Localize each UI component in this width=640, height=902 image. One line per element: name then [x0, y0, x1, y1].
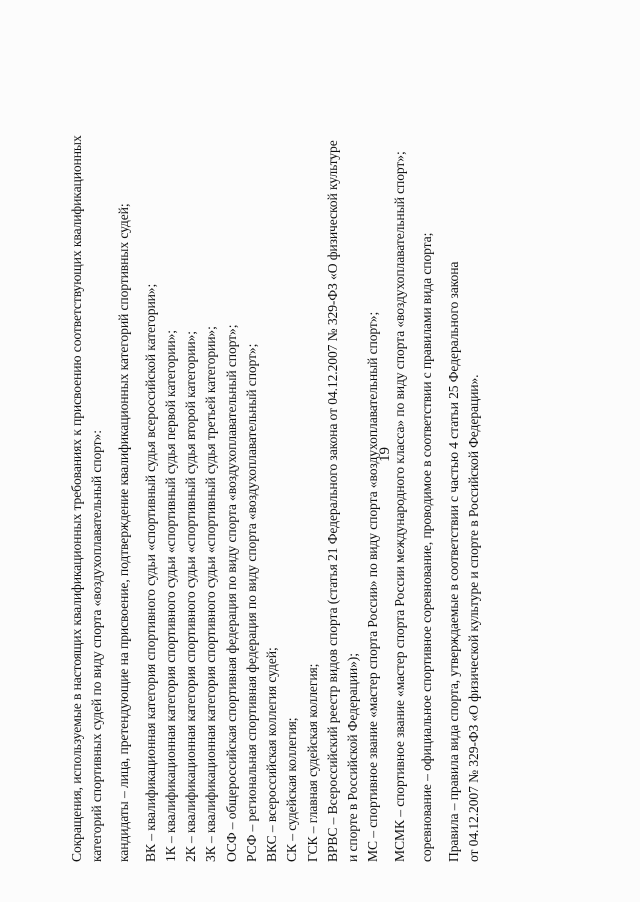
- text-line: и спорте в Российской Федерации»);: [345, 653, 360, 862]
- text-line: РСФ – региональная спортивная федерация по виду спорта «воздухоплавательный спорт»;: [244, 343, 259, 862]
- text-line: 1К – квалификационная категория спортивного судьи «спортивный судья первой категории»;: [163, 330, 178, 862]
- rotated-content: [66, 42, 481, 862]
- text-line: Правила – правила вида спорта, утверждаемые в соответствии с частью 4 статьи 25 Федерального закона: [446, 261, 461, 862]
- text-line: МС – спортивное звание «мастер спорта России» по виду спорта «воздухоплавательный спорт»;: [365, 311, 380, 862]
- text-line: 3К – квалификационная категория спортивного судьи «спортивный судья третьей категории»;: [203, 326, 218, 862]
- text-line: категорий спортивных судей по виду спорта «воздухоплавательный спорт»:: [89, 430, 104, 862]
- page-number: 19: [377, 447, 393, 462]
- text-line: ВКС – всероссийская коллегия судей;: [264, 647, 279, 862]
- text-line: ВРВС – Всероссийский реестр видов спорта (статья 21 Федерального закона от 04.12.2007 № 329-ФЗ «О физической культуре: [325, 140, 340, 862]
- text-line: ОСФ – общероссийская спортивная федерация по виду спорта «воздухоплавательный спорт»;: [224, 324, 239, 862]
- text-line: МСМК – спортивное звание «мастер спорта России международного класса» по виду спорта «воздухоплавательный спорт»;: [392, 151, 407, 862]
- text-line: СК – судейская коллегия;: [284, 717, 299, 862]
- text-line: от 04.12.2007 № 329-ФЗ «О физической культуре и спорте в Российской Федерации».: [466, 374, 481, 862]
- text-line: кандидаты – лица, претендующие на присвоение, подтверждение квалификационных категорий спортивных судей;: [116, 203, 131, 862]
- text-line: соревнование – официальное спортивное соревнование, проводимое в соответствии с правилами вида спорта;: [419, 232, 434, 862]
- text-line: ГСК – главная судейская коллегия;: [305, 663, 320, 862]
- text-line: ВК – квалификационная категория спортивного судьи «спортивный судья всероссийской категории»;: [143, 283, 158, 862]
- text-line: 2К – квалификационная категория спортивного судьи «спортивный судья второй категории»;: [183, 331, 198, 862]
- text-line: Сокращения, используемые в настоящих квалификационных требованиях к присвоению соответствующих квалификационных: [69, 135, 84, 862]
